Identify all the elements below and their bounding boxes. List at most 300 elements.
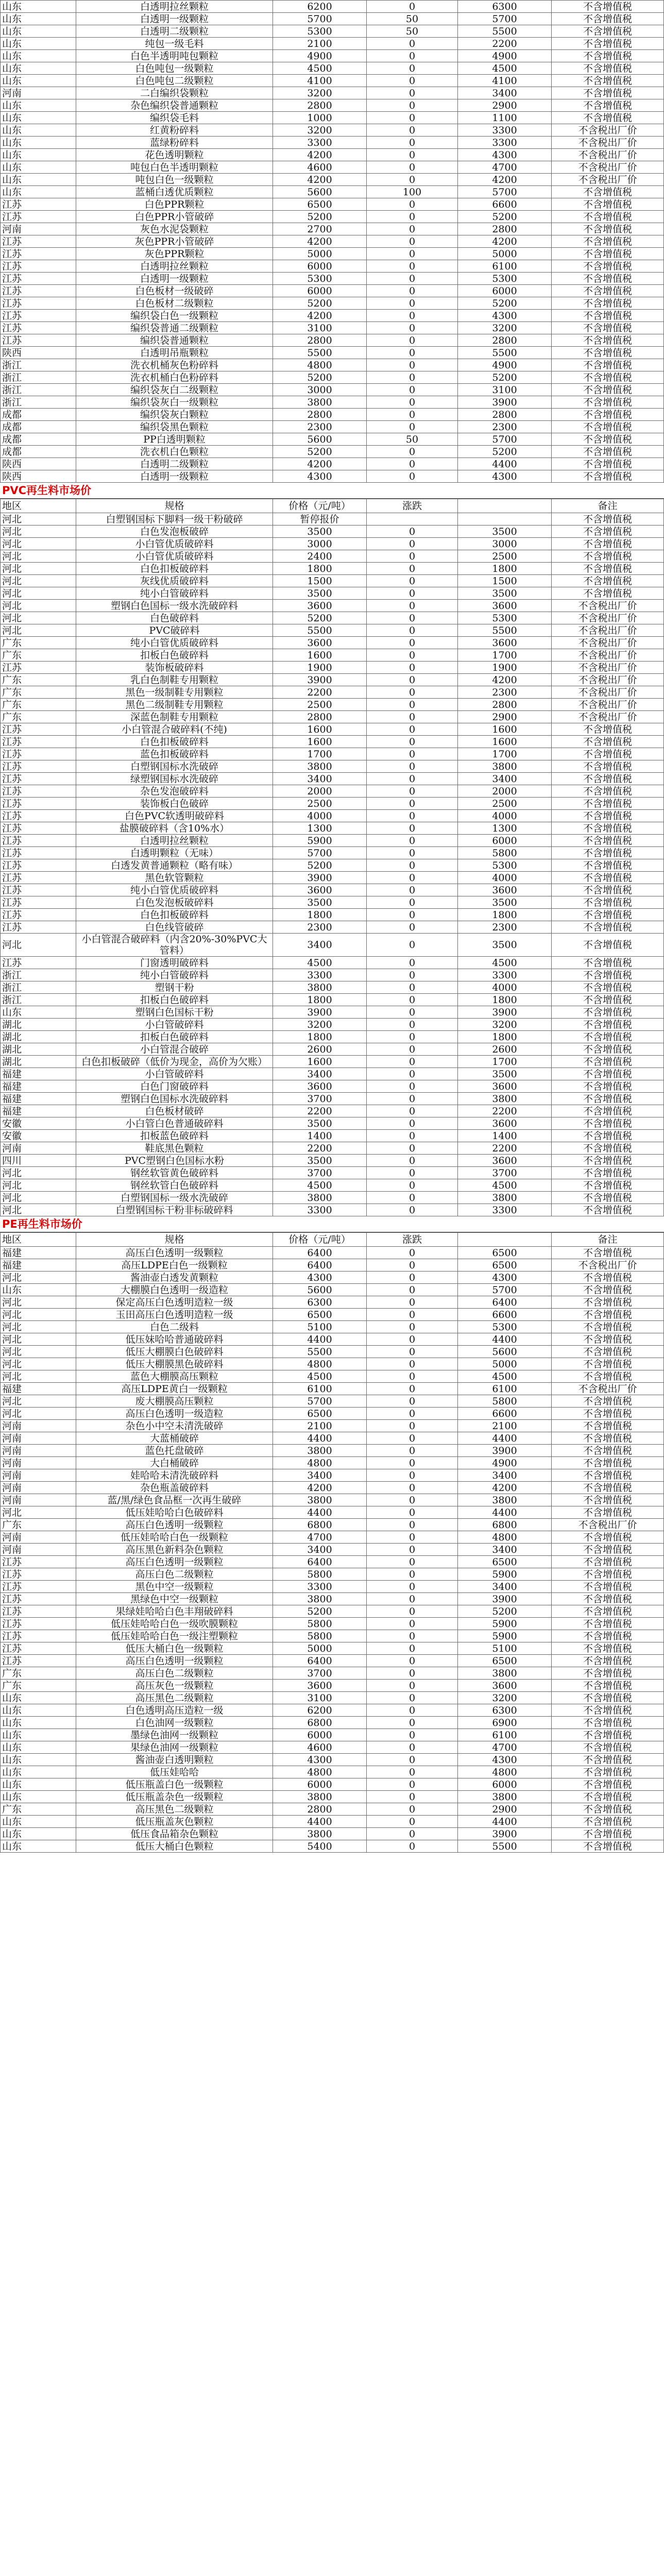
note-cell: 不含税出厂价 [552,600,664,612]
note-cell: 不含增值税 [552,1803,664,1816]
region-cell: 江苏 [1,859,76,872]
spec-cell: 编织袋毛料 [76,112,273,124]
previous-price-cell: 2200 [458,38,552,50]
previous-price-cell: 5700 [458,433,552,446]
spec-cell: 小白管优质破碎料 [76,538,273,550]
previous-price-cell: 6100 [458,1729,552,1741]
price-cell: 6500 [273,1408,367,1420]
table-row [1,1259,664,1272]
table-row [1,1642,664,1655]
spec-cell: 白色门窗破碎料 [76,1080,273,1093]
price-cell: 6000 [273,1729,367,1741]
note-cell: 不含增值税 [552,1093,664,1105]
spec-cell: 黑绿色中空一级颗粒 [76,1593,273,1605]
change-cell: 0 [367,1346,458,1358]
note-cell: 不含增值税 [552,1828,664,1840]
previous-price-cell: 5600 [458,1346,552,1358]
previous-price-cell: 2800 [458,409,552,421]
previous-price-cell: 3400 [458,1581,552,1593]
change-cell: 0 [367,674,458,686]
price-cell: 3500 [273,1155,367,1167]
previous-price-cell: 2800 [458,699,552,711]
region-cell: 江苏 [1,896,76,909]
price-cell: 6100 [273,1383,367,1395]
table-row [1,1556,664,1568]
previous-price-cell: 1800 [458,563,552,575]
previous-price-cell: 6600 [458,1309,552,1321]
spec-cell: 低压娃哈哈白色破碎料 [76,1506,273,1519]
previous-price-cell: 5500 [458,1840,552,1853]
spec-cell: 塑钢白色国标一级水洗破碎料 [76,600,273,612]
region-cell: 江苏 [1,334,76,347]
note-cell: 不含增值税 [552,1556,664,1568]
region-cell: 山东 [1,38,76,50]
table-row [1,1204,664,1216]
region-cell: 浙江 [1,994,76,1006]
spec-cell: 低压娃哈哈白色一级注塑颗粒 [76,1630,273,1642]
previous-price-cell: 5000 [458,1358,552,1370]
region-cell: 江苏 [1,235,76,248]
change-cell [367,513,458,526]
note-cell: 不含增值税 [552,1432,664,1445]
note-cell: 不含增值税 [552,810,664,822]
note-cell: 不含增值税 [552,1309,664,1321]
region-cell: 江苏 [1,773,76,785]
price-cell: 2000 [273,785,367,798]
region-cell: 山东 [1,161,76,174]
price-cell: 5700 [273,1395,367,1408]
spec-cell: 灰色PPR小管破碎 [76,235,273,248]
change-cell: 50 [367,433,458,446]
table-row [1,1519,664,1531]
region-cell: 河北 [1,575,76,587]
note-cell: 不含增值税 [552,198,664,211]
region-cell: 江苏 [1,260,76,273]
region-cell: 河南 [1,1494,76,1506]
spec-cell: 小白管混合破碎料(不纯) [76,723,273,736]
change-cell: 0 [367,75,458,87]
price-cell: 3800 [273,1192,367,1204]
change-cell: 0 [367,137,458,149]
previous-price-cell: 3900 [458,396,552,409]
table-row [1,1,664,13]
note-cell: 不含增值税 [552,433,664,446]
table-row [1,1370,664,1383]
note-cell: 不含增值税 [552,748,664,760]
table-row [1,1167,664,1179]
spec-cell: 白塑钢国标水洗破碎 [76,760,273,773]
region-cell: 山东 [1,13,76,25]
price-cell: 3600 [273,637,367,649]
change-cell: 0 [367,1519,458,1531]
previous-price-cell: 6500 [458,1655,552,1667]
table-row [1,1618,664,1630]
change-cell: 0 [367,1019,458,1031]
price-cell: 2200 [273,1142,367,1155]
region-cell: 河北 [1,1358,76,1370]
note-cell: 不含增值税 [552,1704,664,1717]
previous-price-cell: 2900 [458,711,552,723]
change-cell: 0 [367,1408,458,1420]
table-row [1,1019,664,1031]
spec-cell: 白透明一级颗粒 [76,470,273,483]
spec-cell: 花色透明颗粒 [76,149,273,161]
spec-cell: 白色扣板破碎料 [76,563,273,575]
price-cell: 3600 [273,884,367,896]
table-row [1,736,664,748]
region-cell: 山东 [1,137,76,149]
note-cell: 不含增值税 [552,13,664,25]
region-cell: 河北 [1,1167,76,1179]
note-cell: 不含税出厂价 [552,124,664,137]
price-cell: 3800 [273,1445,367,1457]
region-cell: 河北 [1,1179,76,1192]
change-cell: 0 [367,1370,458,1383]
region-cell: 成都 [1,446,76,458]
previous-price-cell: 2200 [458,1105,552,1117]
price-cell: 2500 [273,699,367,711]
change-cell: 0 [367,371,458,384]
note-cell: 不含增值税 [552,371,664,384]
change-cell: 0 [367,859,458,872]
previous-price-cell: 6000 [458,835,552,847]
region-cell: 河北 [1,934,76,957]
region-cell: 山东 [1,1828,76,1840]
previous-price-cell: 1800 [458,1031,552,1043]
price-cell: 3100 [273,1692,367,1704]
table-row [1,934,664,957]
price-cell: 4200 [273,458,367,470]
spec-cell: 酱油壶白透明颗粒 [76,1754,273,1766]
table-row [1,649,664,662]
price-cell: 3700 [273,1167,367,1179]
table-row [1,1142,664,1155]
previous-price-cell: 4800 [458,1766,552,1778]
change-cell: 0 [367,921,458,934]
note-cell: 不含增值税 [552,1581,664,1593]
spec-cell: 低压食品箱杂色颗粒 [76,1828,273,1840]
column-header [458,1233,552,1247]
note-cell: 不含税出厂价 [552,149,664,161]
column-header: 涨跌 [367,1233,458,1247]
table-row [1,1506,664,1519]
note-cell: 不含增值税 [552,75,664,87]
region-cell: 河北 [1,513,76,526]
spec-cell: 塑钢白色国标水洗破碎料 [76,1093,273,1105]
note-cell: 不含增值税 [552,909,664,921]
region-cell: 浙江 [1,981,76,994]
previous-price-cell: 4900 [458,1457,552,1469]
region-cell: 江苏 [1,872,76,884]
previous-price-cell: 3600 [458,1680,552,1692]
region-cell: 江苏 [1,1618,76,1630]
change-cell: 0 [367,723,458,736]
region-cell: 河南 [1,1432,76,1445]
previous-price-cell: 6000 [458,1778,552,1791]
price-cell: 4300 [273,470,367,483]
previous-price-cell: 6300 [458,1,552,13]
note-cell: 不含增值税 [552,513,664,526]
note-cell: 不含增值税 [552,1358,664,1370]
previous-price-cell: 5300 [458,1321,552,1333]
previous-price-cell: 4800 [458,1531,552,1544]
region-cell: 河南 [1,1142,76,1155]
price-cell: 5200 [273,211,367,223]
region-cell: 河北 [1,563,76,575]
change-cell: 0 [367,260,458,273]
change-cell: 0 [367,384,458,396]
note-cell: 不含增值税 [552,421,664,433]
table-row [1,1395,664,1408]
previous-price-cell: 5200 [458,297,552,310]
note-cell: 不含增值税 [552,847,664,859]
previous-price-cell: 3800 [458,1093,552,1105]
previous-price-cell: 5100 [458,1642,552,1655]
spec-cell: 娃哈哈未清洗破碎料 [76,1469,273,1482]
change-cell: 0 [367,322,458,334]
table-row [1,87,664,99]
price-cell: 4800 [273,1358,367,1370]
column-header: 备注 [552,1233,664,1247]
spec-cell: 白色半透明吨包颗粒 [76,50,273,62]
table-row [1,1358,664,1370]
region-cell: 河南 [1,223,76,235]
spec-cell: 盐膜破碎料（含10%水） [76,822,273,835]
price-cell: 2400 [273,550,367,563]
region-cell: 江苏 [1,847,76,859]
note-cell: 不含增值税 [552,1717,664,1729]
column-header: 规格 [76,1233,273,1247]
change-cell: 0 [367,612,458,624]
table-row [1,297,664,310]
note-cell: 不含增值税 [552,1179,664,1192]
change-cell: 0 [367,1296,458,1309]
change-cell: 0 [367,1568,458,1581]
region-cell: 山东 [1,50,76,62]
spec-cell: 白透明二级颗粒 [76,458,273,470]
change-cell: 0 [367,62,458,75]
table-row [1,699,664,711]
section-title: PVC再生料市场价 [0,483,664,499]
price-cell: 5700 [273,13,367,25]
region-cell: 江苏 [1,785,76,798]
previous-price-cell: 1700 [458,748,552,760]
note-cell: 不含增值税 [552,223,664,235]
table-row [1,124,664,137]
price-cell: 6300 [273,1296,367,1309]
spec-cell: 白塑钢国标下脚料一级干粉破碎 [76,513,273,526]
region-cell: 广东 [1,1680,76,1692]
note-cell: 不含增值税 [552,1816,664,1828]
region-cell: 江苏 [1,1655,76,1667]
column-header: 价格（元/吨） [273,499,367,513]
region-cell: 山东 [1,1791,76,1803]
spec-cell: 低压娃哈哈白色一级颗粒 [76,1531,273,1544]
price-cell: 4500 [273,62,367,75]
note-cell: 不含增值税 [552,822,664,835]
column-header: 规格 [76,499,273,513]
region-cell: 山东 [1,1284,76,1296]
spec-cell: 纯小白管破碎料 [76,587,273,600]
note-cell: 不含税出厂价 [552,674,664,686]
change-cell: 0 [367,1105,458,1117]
spec-cell: 塑钢干粉 [76,981,273,994]
price-cell: 5600 [273,433,367,446]
note-cell: 不含增值税 [552,957,664,969]
change-cell: 0 [367,285,458,297]
price-cell: 3900 [273,1006,367,1019]
note-cell: 不含增值税 [552,211,664,223]
change-cell: 0 [367,1432,458,1445]
price-cell: 3800 [273,1828,367,1840]
price-cell: 6800 [273,1519,367,1531]
change-cell: 0 [367,760,458,773]
change-cell: 0 [367,773,458,785]
change-cell: 0 [367,112,458,124]
table-row [1,1593,664,1605]
region-cell: 河南 [1,1531,76,1544]
price-cell: 暂停报价 [273,513,367,526]
spec-cell: 扣板白色破碎料 [76,994,273,1006]
change-cell: 0 [367,649,458,662]
table-row [1,969,664,981]
region-cell: 江苏 [1,662,76,674]
spec-cell: 白透发黄普通颗粒（略有味） [76,859,273,872]
previous-price-cell: 3500 [458,587,552,600]
spec-cell: 编织袋普通颗粒 [76,334,273,347]
note-cell: 不含税出厂价 [552,137,664,149]
change-cell: 0 [367,470,458,483]
region-cell: 山东 [1,1717,76,1729]
region-cell: 江苏 [1,1556,76,1568]
spec-cell: 扣板蓝色破碎料 [76,1130,273,1142]
previous-price-cell: 6300 [458,1704,552,1717]
region-cell: 江苏 [1,835,76,847]
table-row [1,1568,664,1581]
change-cell: 0 [367,822,458,835]
previous-price-cell: 2200 [458,1142,552,1155]
region-cell: 江苏 [1,736,76,748]
spec-cell: 洗衣机白色颗粒 [76,446,273,458]
spec-cell: 小白管混合破碎 [76,1043,273,1056]
price-cell: 5700 [273,847,367,859]
price-cell: 4200 [273,310,367,322]
previous-price-cell: 5800 [458,1395,552,1408]
table-row [1,1729,664,1741]
change-cell: 0 [367,1766,458,1778]
table-row [1,347,664,359]
spec-cell: 蓝/黑/绿色食品框一次再生破碎 [76,1494,273,1506]
previous-price-cell: 3400 [458,1469,552,1482]
spec-cell: 白透明拉丝颗粒 [76,260,273,273]
price-cell: 2200 [273,1105,367,1117]
price-cell: 5500 [273,1346,367,1358]
price-cell: 3800 [273,1593,367,1605]
spec-cell: 低压大桶白色颗粒 [76,1840,273,1853]
price-cell: 3600 [273,1080,367,1093]
note-cell: 不含增值税 [552,872,664,884]
region-cell: 河北 [1,1272,76,1284]
table-row [1,273,664,285]
spec-cell: 纯小白管优质破碎料 [76,637,273,649]
region-cell: 河北 [1,612,76,624]
region-cell: 广东 [1,686,76,699]
region-cell: 浙江 [1,969,76,981]
price-cell: 5300 [273,273,367,285]
note-cell: 不含增值税 [552,1333,664,1346]
price-cell: 6500 [273,1309,367,1321]
previous-price-cell: 3300 [458,1204,552,1216]
region-cell: 安徽 [1,1130,76,1142]
note-cell: 不含增值税 [552,1593,664,1605]
price-cell: 4500 [273,1370,367,1383]
spec-cell: 白色扣板破碎料 [76,736,273,748]
price-cell: 4200 [273,235,367,248]
spec-cell: 高压LDPE白色一级颗粒 [76,1259,273,1272]
spec-cell: 低压娃哈哈 [76,1766,273,1778]
previous-price-cell: 3400 [458,87,552,99]
previous-price-cell: 4200 [458,674,552,686]
note-cell: 不含增值税 [552,235,664,248]
table-row [1,1581,664,1593]
spec-cell: 黑色中空一级颗粒 [76,1581,273,1593]
price-cell: 3800 [273,760,367,773]
previous-price-cell: 2600 [458,1043,552,1056]
price-cell: 3300 [273,137,367,149]
table-row [1,396,664,409]
change-cell: 0 [367,1179,458,1192]
table-row [1,310,664,322]
note-cell: 不含税出厂价 [552,174,664,186]
price-cell: 2100 [273,1420,367,1432]
previous-price-cell: 6500 [458,1259,552,1272]
region-cell: 广东 [1,649,76,662]
previous-price-cell: 5200 [458,371,552,384]
previous-price-cell: 1600 [458,736,552,748]
previous-price-cell: 4500 [458,957,552,969]
price-cell: 3800 [273,981,367,994]
region-cell: 河北 [1,624,76,637]
previous-price-cell: 4400 [458,1333,552,1346]
change-cell: 0 [367,1494,458,1506]
change-cell: 0 [367,1692,458,1704]
note-cell: 不含增值税 [552,1457,664,1469]
previous-price-cell: 3800 [458,760,552,773]
region-cell: 浙江 [1,396,76,409]
price-cell: 5600 [273,186,367,198]
previous-price-cell: 6000 [458,285,552,297]
note-cell: 不含税出厂价 [552,686,664,699]
price-cell: 4300 [273,1754,367,1766]
note-cell: 不含增值税 [552,50,664,62]
previous-price-cell: 1400 [458,1130,552,1142]
previous-price-cell: 1600 [458,723,552,736]
section-title: PE再生料市场价 [0,1216,664,1232]
price-cell: 2200 [273,686,367,699]
price-cell: 4200 [273,1482,367,1494]
price-cell: 2300 [273,921,367,934]
price-cell: 5000 [273,1642,367,1655]
previous-price-cell: 2800 [458,223,552,235]
table-row [1,1105,664,1117]
note-cell: 不含增值税 [552,1167,664,1179]
table-row [1,760,664,773]
table-row [1,1247,664,1259]
price-cell: 5300 [273,25,367,38]
note-cell: 不含增值税 [552,969,664,981]
price-cell: 3900 [273,674,367,686]
change-cell: 0 [367,909,458,921]
